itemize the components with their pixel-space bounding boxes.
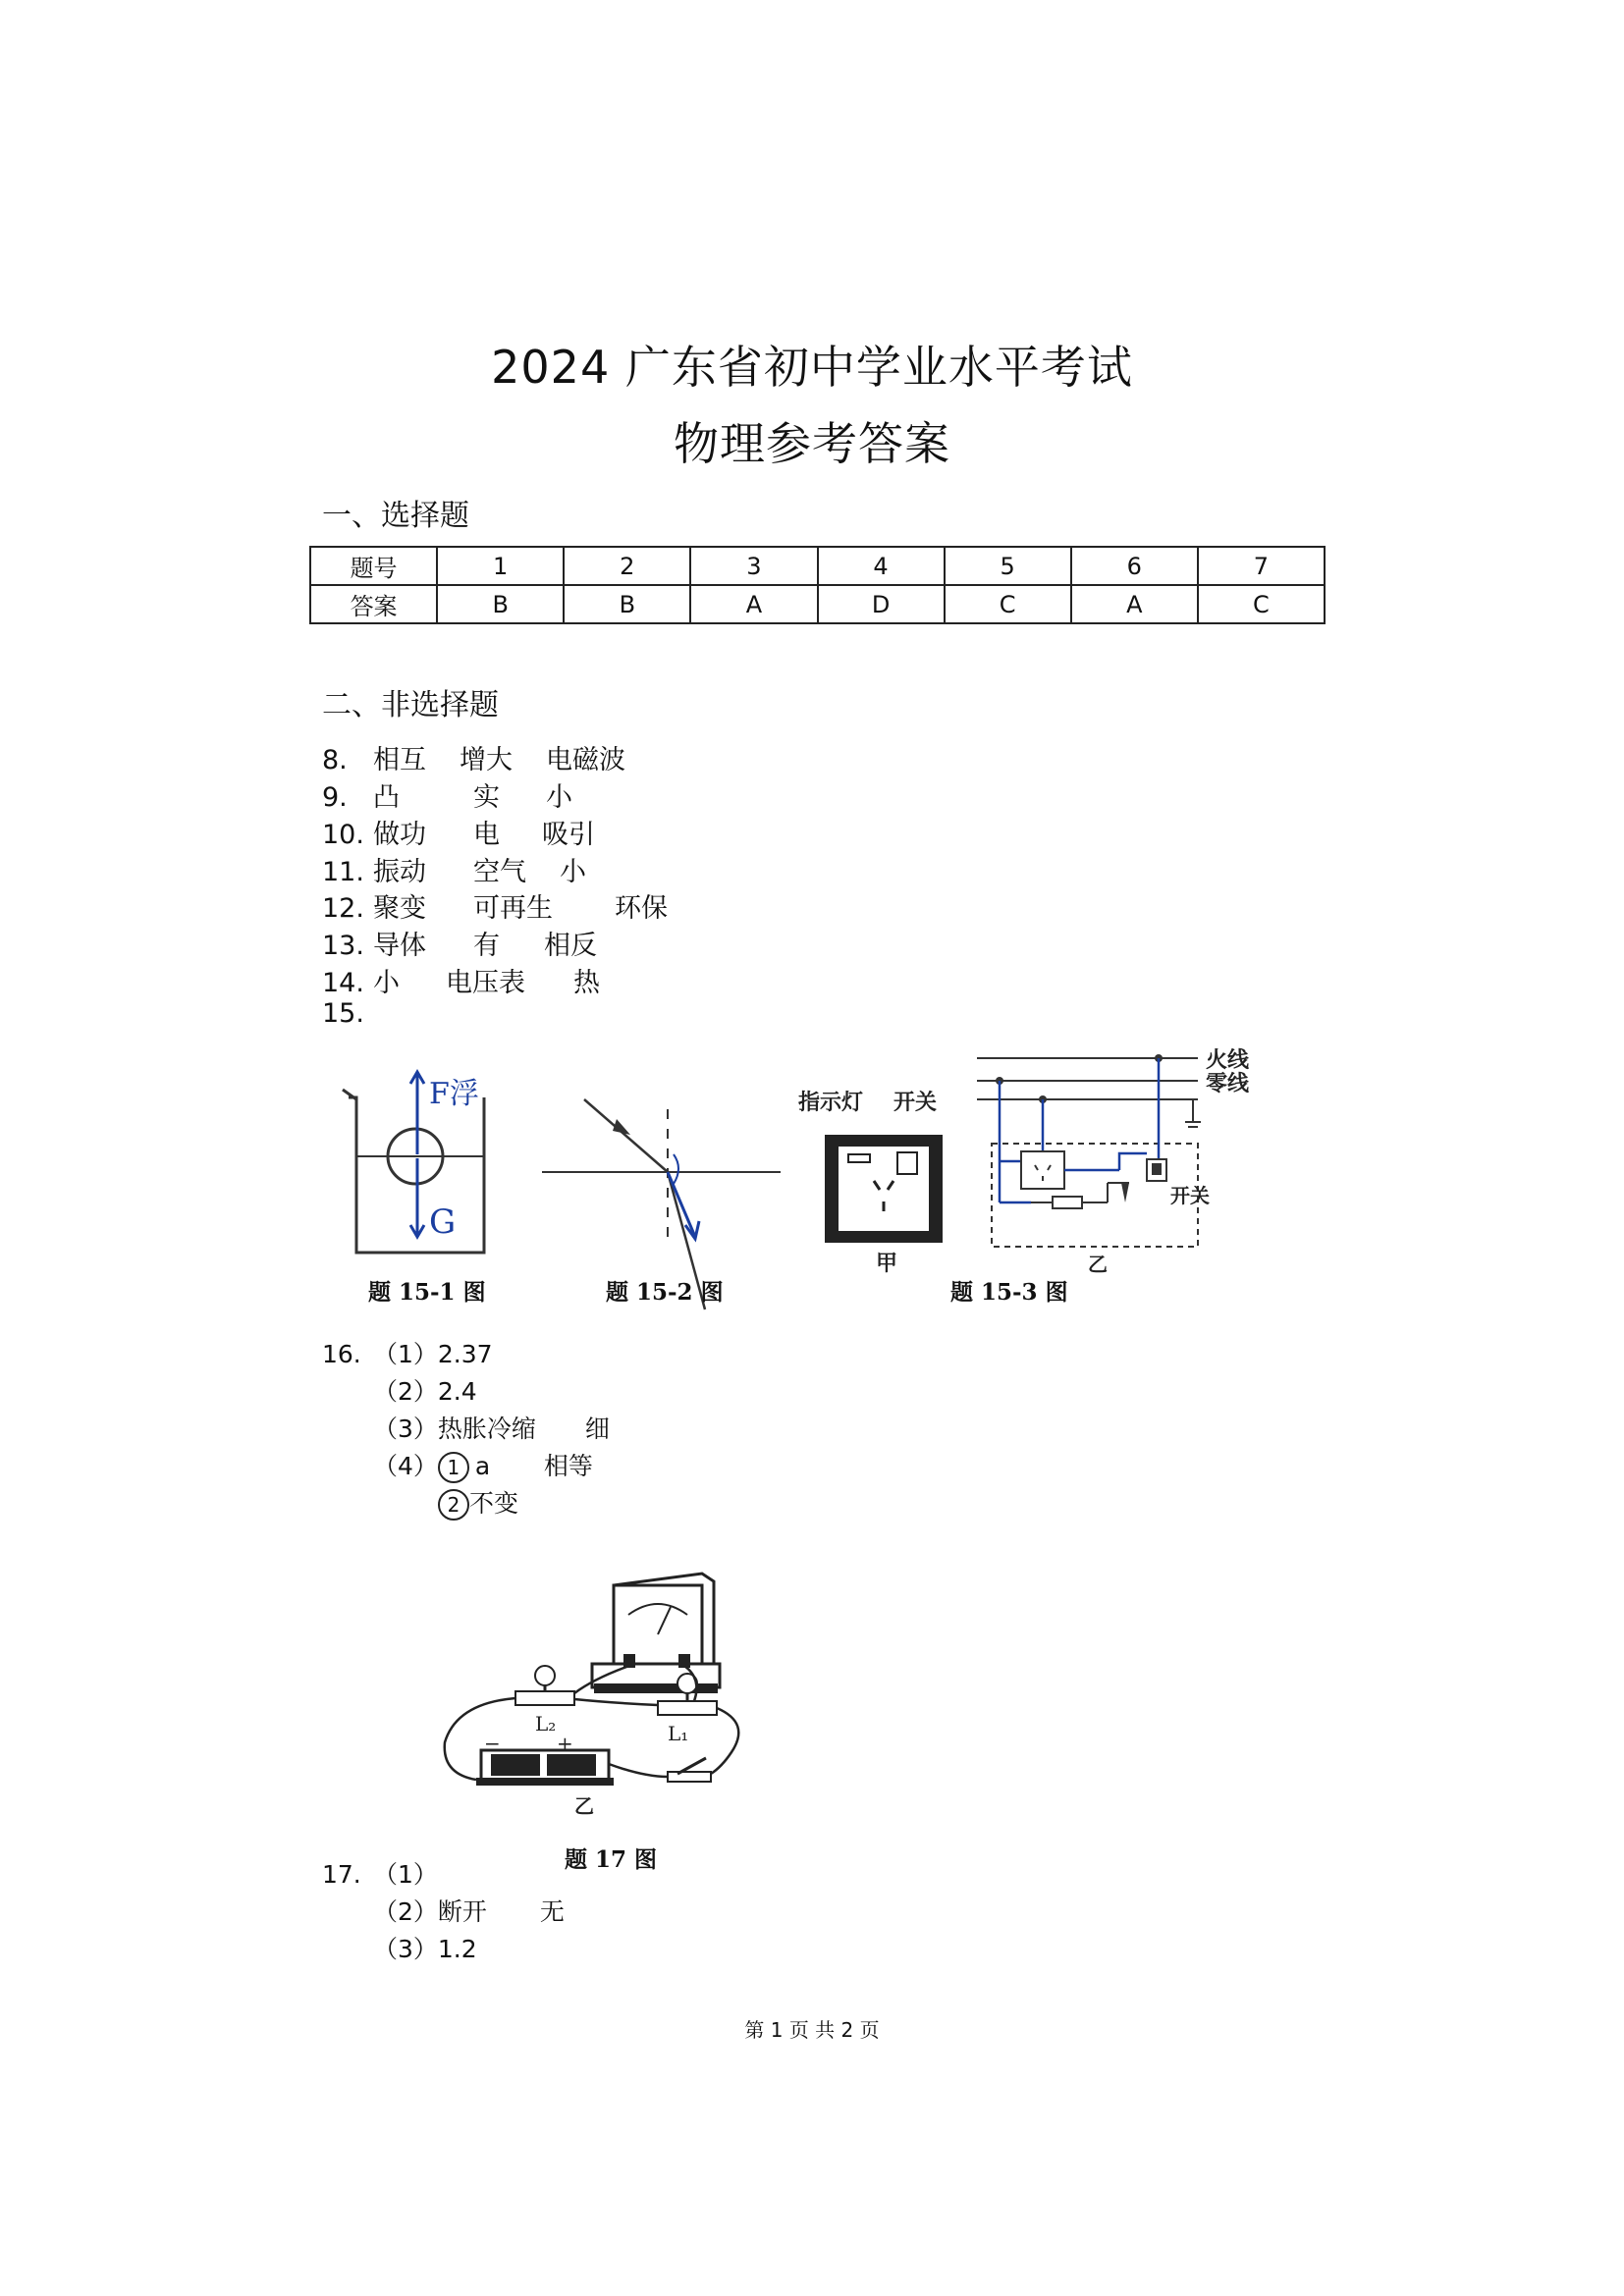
answer-text: 有 xyxy=(473,931,500,961)
answer-text: 小 xyxy=(546,782,572,813)
answer-text: 热胀冷缩 xyxy=(437,1415,536,1443)
answer-text: 细 xyxy=(584,1415,610,1443)
table-cell: 1 xyxy=(437,547,564,585)
question-number: 12. xyxy=(322,893,364,924)
table-cell: 3 xyxy=(690,547,817,585)
question-number: 15. xyxy=(322,998,364,1029)
answer-text: 凸 xyxy=(373,782,400,813)
answer-line-13 xyxy=(322,924,597,962)
switch-label-top: 开关 xyxy=(893,1090,938,1115)
answer-text: 电 xyxy=(473,820,500,850)
sub-label: （2） xyxy=(373,1377,438,1406)
question-number: 8. xyxy=(322,745,348,775)
yi-label: 乙 xyxy=(1088,1253,1108,1276)
table-cell: 7 xyxy=(1198,547,1325,585)
table-cell: A xyxy=(1071,585,1198,623)
neutral-wire-label: 零线 xyxy=(1206,1071,1250,1096)
gravity-label: G xyxy=(429,1202,457,1242)
sub-label: （1） xyxy=(373,1340,438,1368)
table-header-cell: 题号 xyxy=(310,547,437,585)
table-cell: B xyxy=(437,585,564,623)
answer-text: 不变 xyxy=(469,1489,519,1518)
figure-17-caption: 题 17 图 xyxy=(565,1846,658,1873)
question-number: 10. xyxy=(322,820,364,850)
sub-label: （1） xyxy=(373,1860,438,1889)
figure-17 xyxy=(437,1556,761,1821)
figure-15-3-jia xyxy=(795,1088,952,1274)
sub-label: （3） xyxy=(373,1935,438,1963)
answer-line-9 xyxy=(322,775,572,814)
question-number: 17. xyxy=(322,1860,361,1889)
yi-label-17: 乙 xyxy=(574,1794,594,1818)
answer-text: 相互 xyxy=(373,745,426,775)
section-heading-nonchoice: 二、非选择题 xyxy=(322,688,499,722)
answer-text: 无 xyxy=(539,1897,565,1926)
answer-text: 2.37 xyxy=(437,1340,493,1368)
answer-text: 环保 xyxy=(615,893,668,924)
answer-text: 增大 xyxy=(460,745,513,775)
answer-line-15 xyxy=(322,998,373,1029)
answer-line-16-3 xyxy=(373,1410,610,1445)
l2-label: L₂ xyxy=(535,1712,557,1735)
question-number: 14. xyxy=(322,968,364,998)
answer-text: 振动 xyxy=(373,857,426,887)
answer-line-16-1 xyxy=(322,1335,493,1370)
answer-text: 聚变 xyxy=(373,893,426,924)
answer-text: 电压表 xyxy=(446,968,525,998)
switch-label-side: 开关 xyxy=(1170,1184,1210,1207)
figure-15-2-caption: 题 15-2 图 xyxy=(606,1279,724,1306)
table-cell: C xyxy=(1198,585,1325,623)
answer-line-12 xyxy=(322,886,668,925)
table-cell: D xyxy=(818,585,945,623)
answer-text: 导体 xyxy=(373,931,426,961)
figure-15-3-yi xyxy=(972,1045,1267,1281)
page-footer: 第 1 页 共 2 页 xyxy=(744,2018,880,2042)
answer-text: 实 xyxy=(473,782,500,813)
answer-text: 电磁波 xyxy=(546,745,625,775)
answer-text: a xyxy=(474,1452,491,1480)
figure-15-1 xyxy=(339,1068,515,1264)
answer-line-11 xyxy=(322,850,586,888)
figure-15-3-caption: 题 15-3 图 xyxy=(950,1279,1068,1306)
minus-label: − xyxy=(484,1732,501,1755)
answer-line-8 xyxy=(322,738,625,776)
section-heading-choice: 一、选择题 xyxy=(322,499,469,533)
indicator-label: 指示灯 xyxy=(798,1090,864,1115)
answer-text: 1.2 xyxy=(437,1935,477,1963)
live-wire-label: 火线 xyxy=(1206,1047,1250,1073)
answer-text: 相反 xyxy=(544,931,597,961)
table-header-cell: 答案 xyxy=(310,585,437,623)
answer-line-14 xyxy=(322,961,600,999)
table-cell: B xyxy=(564,585,690,623)
table-row xyxy=(310,585,1325,623)
answer-text: 小 xyxy=(560,857,586,887)
sub-label: （4） xyxy=(373,1452,438,1480)
page-subtitle: 物理参考答案 xyxy=(674,417,950,470)
answer-line-16-4 xyxy=(373,1447,593,1483)
table-row xyxy=(310,547,1325,585)
answer-text: 热 xyxy=(573,968,600,998)
answer-text: 小 xyxy=(373,968,400,998)
table-cell: 5 xyxy=(945,547,1071,585)
answer-text: 空气 xyxy=(473,857,526,887)
question-number: 11. xyxy=(322,857,364,887)
table-cell: 4 xyxy=(818,547,945,585)
figure-15-1-caption: 题 15-1 图 xyxy=(368,1279,486,1306)
answer-text: 做功 xyxy=(373,820,426,850)
answer-line-17-2 xyxy=(373,1893,565,1928)
table-cell: 6 xyxy=(1071,547,1198,585)
answer-text: 吸引 xyxy=(542,820,595,850)
question-number: 13. xyxy=(322,931,364,961)
jia-label: 甲 xyxy=(876,1251,898,1274)
answer-table xyxy=(309,546,1326,624)
sub-label: （3） xyxy=(373,1415,438,1443)
answer-text: 可再生 xyxy=(473,893,553,924)
answer-text: 断开 xyxy=(437,1897,487,1926)
page-title: 2024 广东省初中学业水平考试 xyxy=(491,341,1133,394)
plus-label: + xyxy=(557,1732,573,1755)
question-number: 16. xyxy=(322,1340,361,1368)
answer-line-16-2 xyxy=(373,1372,477,1408)
answer-text: 2.4 xyxy=(437,1377,477,1406)
buoyancy-label: F浮 xyxy=(429,1077,479,1111)
l1-label: L₁ xyxy=(668,1722,689,1745)
table-cell: 2 xyxy=(564,547,690,585)
answer-line-10 xyxy=(322,813,595,851)
table-cell: A xyxy=(690,585,817,623)
answer-line-17-3 xyxy=(373,1930,477,1965)
circled-number: 1 xyxy=(438,1452,469,1483)
table-cell: C xyxy=(945,585,1071,623)
question-number: 9. xyxy=(322,782,348,813)
sub-label: （2） xyxy=(373,1897,438,1926)
answer-line-16-4-2 xyxy=(438,1484,518,1521)
answer-text: 相等 xyxy=(543,1452,593,1480)
answer-line-17-1 xyxy=(322,1855,438,1891)
circled-number: 2 xyxy=(438,1489,469,1521)
